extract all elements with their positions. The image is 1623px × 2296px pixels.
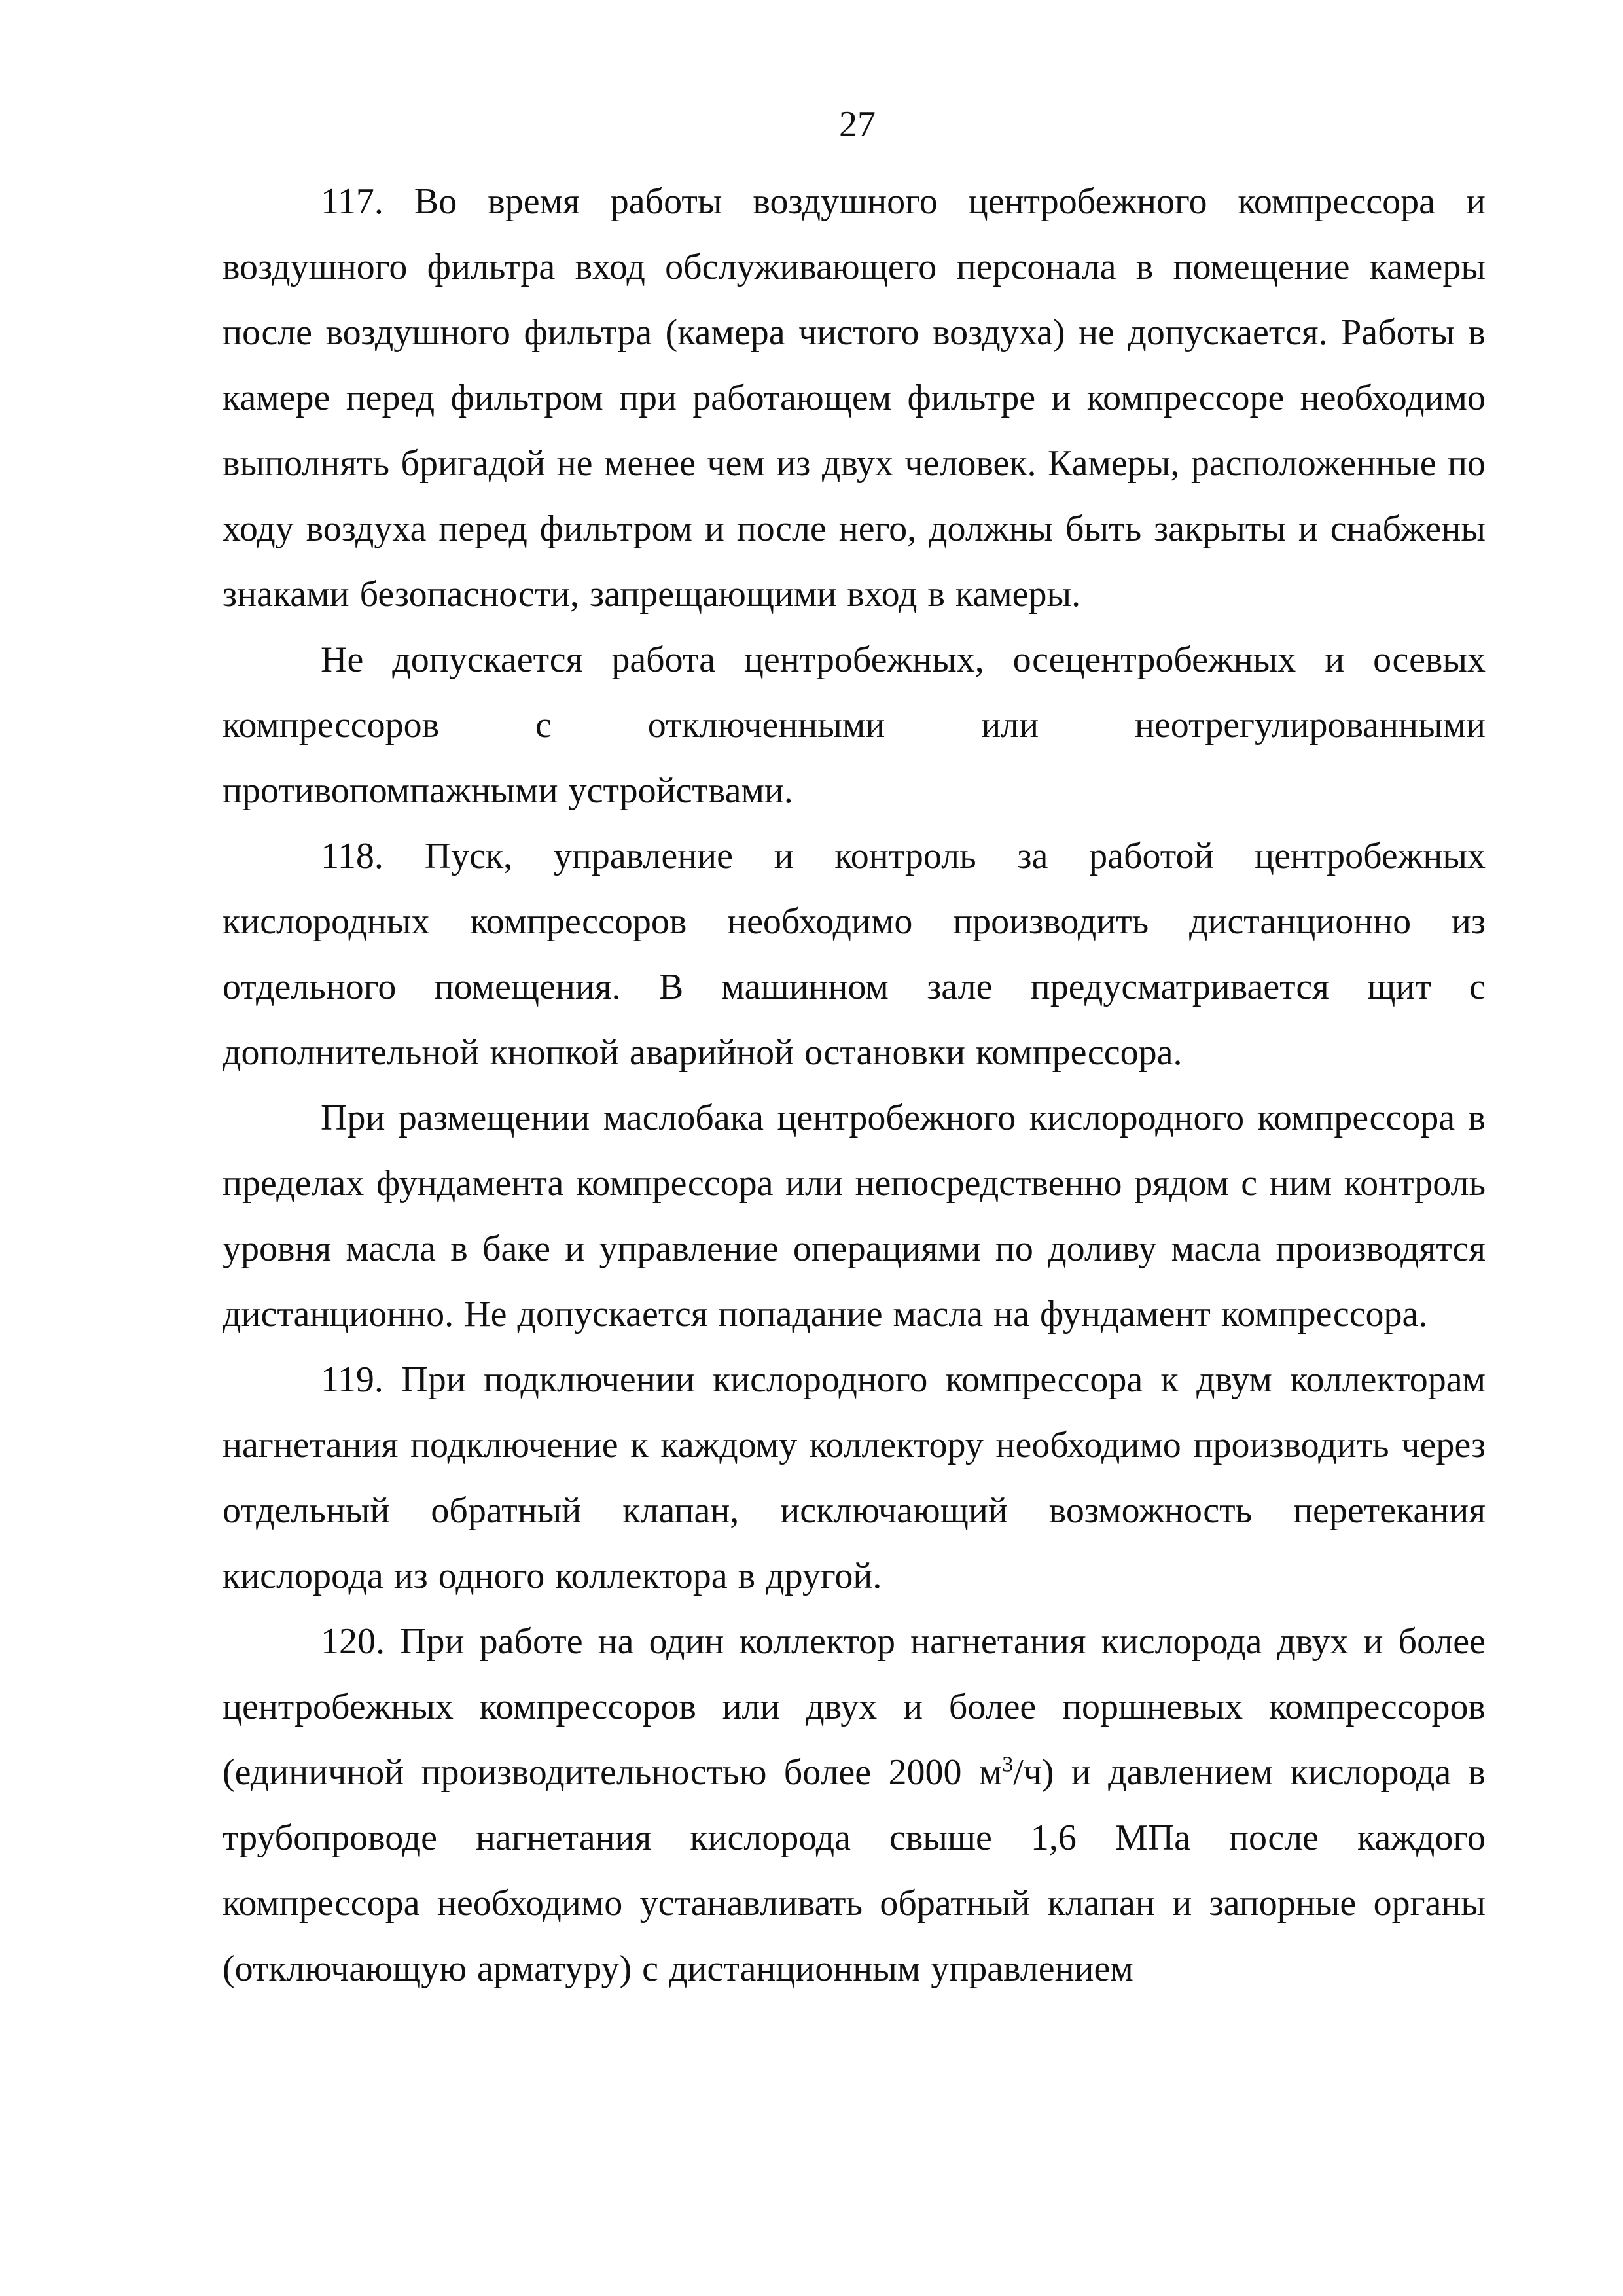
paragraph-118-oil-tank: При размещении маслобака центробежного кислородного компрессора в пределах фундамента компрессора или непосредственно рядом с ним контроль уровня масла в баке и управление операциями по доливу масла производятся дистанционно. Не допускается попадание масла на фундамент компрессора. <box>223 1098 1486 1335</box>
paragraph-117-compressors: Не допускается работа центробежных, осецентробежных и осевых компрессоров с отключенными или неотрегулированными противопомпажными устройствами. <box>223 639 1486 811</box>
document-body <box>223 169 1486 2001</box>
paragraph-118: 118. Пуск, управление и контроль за работой центробежных кислородных компрессоров необходимо производить дистанционно из отдельного помещения. В машинном зале предусматривается щит с дополнительной кнопкой аварийной остановки компрессора. <box>223 836 1486 1073</box>
page-number: 27 <box>839 104 876 145</box>
paragraph-117: 117. Во время работы воздушного центробежного компрессора и воздушного фильтра вход обслуживающего персонала в помещение камеры после воздушного фильтра (камера чистого воздуха) не допускается. Работы в камере перед фильтром при работающем фильтре и компрессоре необходимо выполнять бригадой не менее чем из двух человек. Камеры, расположенные по ходу воздуха перед фильтром и после него, должны быть закрыты и снабжены знаками безопасности, запрещающими вход в камеры. <box>223 181 1486 615</box>
paragraph-119: 119. При подключении кислородного компрессора к двум коллекторам нагнетания подключение к каждому коллектору необходимо производить через отдельный обратный клапан, исключающий возможность перетекания кислорода из одного коллектора в другой. <box>223 1359 1486 1596</box>
paragraph-120 <box>223 1609 1486 2001</box>
paragraph-120-text-end: /ч) и давлением кислорода в трубопроводе нагнетания кислорода свыше 1,6 МПа после каждого компрессора необходимо устанавливать обратный клапан и запорные органы (отключающую арматуру) с дистанционным управлением <box>223 1752 1486 1989</box>
cubic-superscript: 3 <box>1002 1752 1014 1777</box>
paragraph-120-text-start: 120. При работе на один коллектор нагнетания кислорода двух и более центробежных компрессоров или двух и более поршневых компрессоров (единичной производительностью более 2000 м <box>223 1621 1486 1793</box>
